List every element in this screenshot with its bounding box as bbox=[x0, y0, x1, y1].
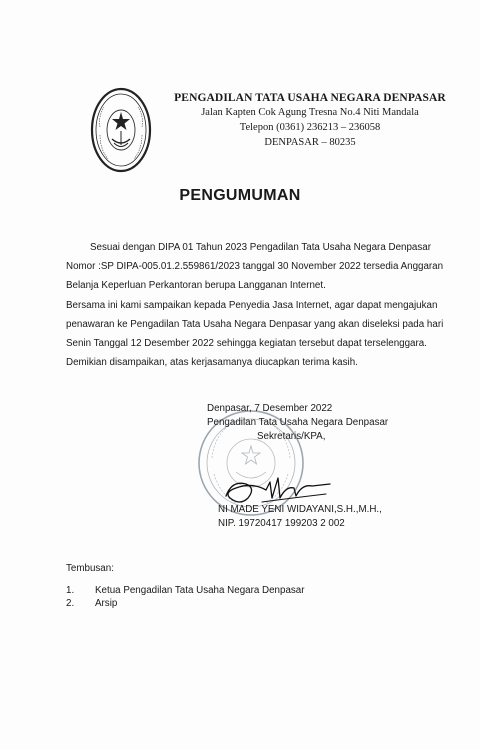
institution-phone: Telepon (0361) 236213 – 236058 bbox=[239, 122, 381, 133]
carbon-copy-section bbox=[66, 563, 305, 610]
sign-position: Sekretaris/KPA, bbox=[257, 431, 326, 443]
body-paragraph-3: Demikian disampaikan, atas kerjasamanya diucapkan terima kasih. bbox=[66, 357, 358, 369]
announcement-body bbox=[66, 238, 456, 372]
letterhead bbox=[160, 92, 460, 150]
institution-address: Jalan Kapten Cok Agung Tresna No.4 Niti Mandala bbox=[201, 107, 419, 118]
body-paragraph-2: Bersama ini kami sampaikan kepada Penyedia Jasa Internet, agar dapat mengajukan penawaran ke Pengadilan Tata Usaha Negara Denpasar yang akan diseleksi pada hari Senin Tanggal 12 Desember 2022 sehingga kegiatan tersebut dapat terselenggara. bbox=[66, 299, 444, 350]
sign-office: Pengadilan Tata Usaha Negara Denpasar bbox=[207, 417, 389, 429]
institution-city: DENPASAR – 80235 bbox=[264, 137, 356, 148]
institution-name: PENGADILAN TATA USAHA NEGARA DENPASAR bbox=[174, 92, 446, 104]
signature-block bbox=[207, 402, 437, 531]
signer-nip: NIP. 19720417 199203 2 002 bbox=[218, 517, 345, 529]
signer-name: NI MADE YENI WIDAYANI,S.H.,M.H., bbox=[218, 503, 382, 515]
document-title: PENGUMUMAN bbox=[179, 187, 301, 204]
cc-item-label: Ketua Pengadilan Tata Usaha Negara Denpasar bbox=[95, 584, 305, 596]
list-item bbox=[66, 598, 305, 611]
sign-place-date: Denpasar, 7 Desember 2022 bbox=[207, 403, 333, 414]
cc-item-number: 2. bbox=[66, 597, 75, 609]
list-item bbox=[66, 585, 305, 598]
cc-item-number: 1. bbox=[66, 584, 75, 596]
cc-item-label: Arsip bbox=[95, 597, 118, 609]
cc-title: Tembusan: bbox=[66, 563, 114, 574]
court-emblem-logo bbox=[90, 87, 152, 173]
body-paragraph-1: Sesuai dengan DIPA 01 Tahun 2023 Pengadilan Tata Usaha Negara Denpasar Nomor :SP DIPA-005.01.2.559861/2023 tanggal 30 November 2022 tersedia Anggaran Belanja Keperluan Perkantoran berupa Langganan Internet. bbox=[66, 242, 444, 292]
